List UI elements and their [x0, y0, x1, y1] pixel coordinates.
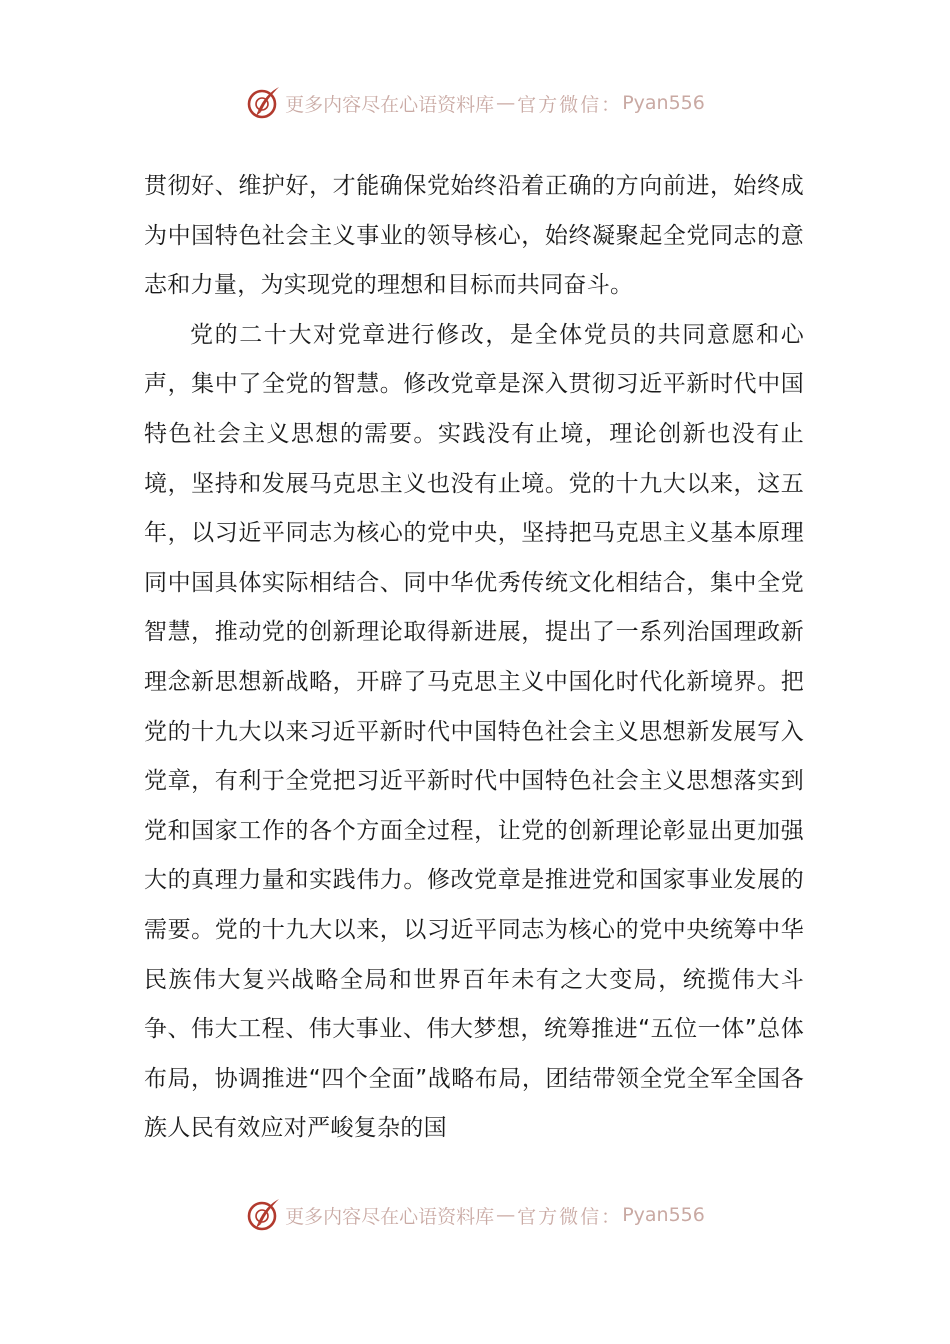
- quill-logo-icon: [245, 1197, 281, 1233]
- banner-dash: —: [496, 1204, 516, 1226]
- wechat-id: Pyan556: [622, 1204, 705, 1226]
- paragraph: 党的二十大对党章进行修改，是全体党员的共同意愿和心声，集中了全党的智慧。修改党章是深入贯彻习近平新时代中国特色社会主义思想的需要。实践没有止境，理论创新也没有止境，坚持和发展马克思主义也没有止境。党的十九大以来，这五年，以习近平同志为核心的党中央，坚持把马克思主义基本原理同中国具体实际相结合、同中华优秀传统文化相结合，集中全党智慧，推动党的创新理论取得新进展，提出了一系列治国理政新理念新思想新战略，开辟了马克思主义中国化时代化新境界。把党的十九大以来习近平新时代中国特色社会主义思想新发展写入党章，有利于全党把习近平新时代中国特色社会主义思想落实到党和国家工作的各个方面全过程，让党的创新理论彰显出更加强大的真理力量和实践伟力。修改党章是推进党和国家事业发展的需要。党的十九大以来，以习近平同志为核心的党中央统筹中华民族伟大复兴战略全局和世界百年未有之大变局，统揽伟大斗争、伟大工程、伟大事业、伟大梦想，统筹推进“五位一体”总体布局，协调推进“四个全面”战略布局，团结带领全党全军全国各族人民有效应对严峻复杂的国: [144, 321, 804, 1142]
- document-body: [144, 162, 804, 1154]
- header-watermark: [0, 83, 950, 123]
- paragraph: 贯彻好、维护好，才能确保党始终沿着正确的方向前进，始终成为中国特色社会主义事业的领导核心，始终凝聚起全党同志的意志和力量，为实现党的理想和目标而共同奋斗。: [144, 173, 804, 299]
- wechat-id: Pyan556: [622, 92, 705, 114]
- site-name: 更多内容尽在心语资料库: [285, 93, 495, 116]
- banner-dash: —: [496, 92, 516, 114]
- site-name: 更多内容尽在心语资料库: [285, 1205, 495, 1228]
- wechat-label: 官方微信：: [517, 1205, 623, 1228]
- wechat-label: 官方微信：: [517, 93, 623, 116]
- quill-logo-icon: [245, 85, 281, 121]
- footer-watermark: [0, 1195, 950, 1235]
